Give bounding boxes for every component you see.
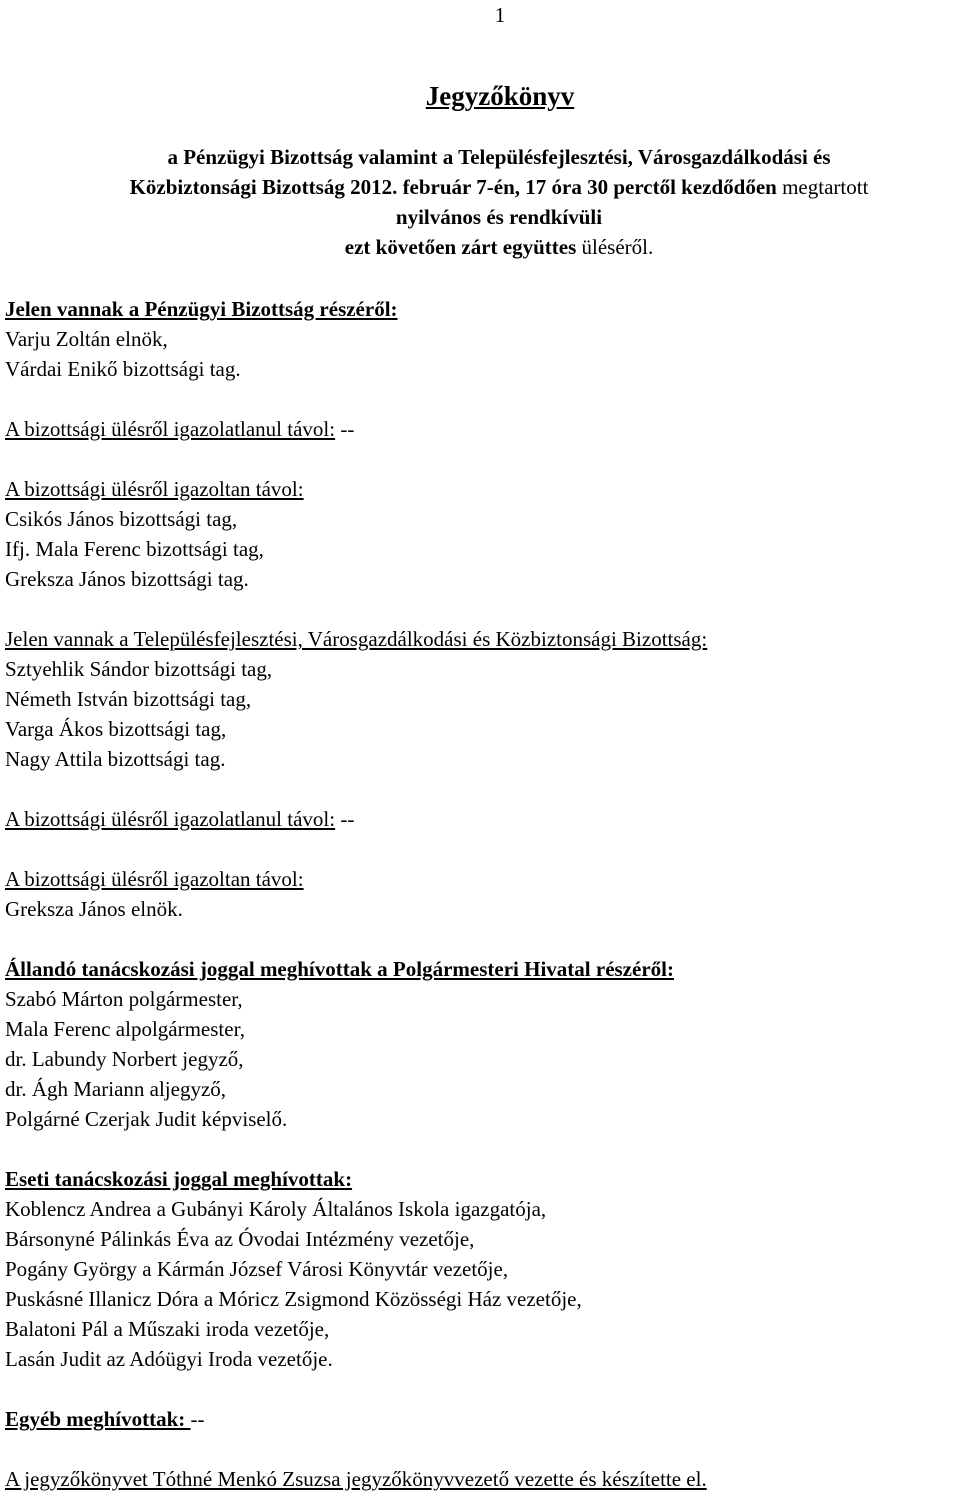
section-value: -- xyxy=(335,807,355,831)
section-heading: Jelen vannak a Településfejlesztési, Városgazdálkodási és Közbiztonsági Bizottság: xyxy=(5,627,708,651)
section-permanent-invited xyxy=(5,954,955,1134)
section-telepules-unexcused xyxy=(5,804,955,834)
page-number: 1 xyxy=(494,3,506,27)
document-subtitle xyxy=(30,142,960,262)
section-occasional-invited xyxy=(5,1164,955,1374)
list-item: Sztyehlik Sándor bizottsági tag, xyxy=(5,657,273,681)
section-telepules-excused xyxy=(5,864,955,924)
document-title: Jegyzőkönyv xyxy=(425,81,575,111)
section-other-invited xyxy=(5,1404,955,1434)
section-telepules-present xyxy=(5,624,955,774)
section-heading: A bizottsági ülésről igazoltan távol: xyxy=(5,867,304,891)
list-item: Varju Zoltán elnök, xyxy=(5,327,168,351)
section-penzugyi-present xyxy=(5,294,955,384)
section-value: -- xyxy=(190,1407,205,1431)
section-value: -- xyxy=(335,417,355,441)
section-heading: Egyéb meghívottak: xyxy=(5,1407,191,1431)
list-item: Nagy Attila bizottsági tag. xyxy=(5,747,226,771)
subtitle-line-4: ezt követően zárt együttes üléséről. xyxy=(344,235,654,259)
list-item: Lasán Judit az Adóügyi Iroda vezetője. xyxy=(5,1347,333,1371)
section-heading: A bizottsági ülésről igazolatlanul távol: xyxy=(5,417,336,441)
list-item: dr. Ágh Mariann aljegyző, xyxy=(5,1077,227,1101)
section-heading: A bizottsági ülésről igazolatlanul távol: xyxy=(5,807,336,831)
section-penzugyi-unexcused xyxy=(5,414,955,444)
list-item: Koblencz Andrea a Gubányi Károly Általános Iskola igazgatója, xyxy=(5,1197,547,1221)
subtitle-line-2: Közbiztonsági Bizottság 2012. február 7-én, 17 óra 30 perctől kezdődően megtartott xyxy=(129,175,869,199)
list-item: Szabó Márton polgármester, xyxy=(5,987,243,1011)
subtitle-line-3: nyilvános és rendkívüli xyxy=(395,205,603,229)
list-item: Pogány György a Kármán József Városi Könyvtár vezetője, xyxy=(5,1257,509,1281)
list-item: Balatoni Pál a Műszaki iroda vezetője, xyxy=(5,1317,330,1341)
list-item: Mala Ferenc alpolgármester, xyxy=(5,1017,245,1041)
section-recorder xyxy=(5,1464,955,1494)
list-item: Polgárné Czerjak Judit képviselő. xyxy=(5,1107,288,1131)
document-body xyxy=(5,294,955,1494)
section-heading: A bizottsági ülésről igazoltan távol: xyxy=(5,477,304,501)
list-item: Ifj. Mala Ferenc bizottsági tag, xyxy=(5,537,264,561)
list-item: Varga Ákos bizottsági tag, xyxy=(5,717,227,741)
list-item: Németh István bizottsági tag, xyxy=(5,687,252,711)
list-item: Puskásné Illanicz Dóra a Móricz Zsigmond Közösségi Ház vezetője, xyxy=(5,1287,582,1311)
section-penzugyi-excused xyxy=(5,474,955,594)
list-item: Várdai Enikő bizottsági tag. xyxy=(5,357,241,381)
section-heading: Állandó tanácskozási joggal meghívottak a Polgármesteri Hivatal részéről: xyxy=(5,957,674,981)
section-heading: Jelen vannak a Pénzügyi Bizottság részéről: xyxy=(5,297,398,321)
subtitle-line-1: a Pénzügyi Bizottság valamint a Településfejlesztési, Városgazdálkodási és xyxy=(167,145,831,169)
list-item: Csikós János bizottsági tag, xyxy=(5,507,238,531)
list-item: Bársonyné Pálinkás Éva az Óvodai Intézmény vezetője, xyxy=(5,1227,475,1251)
recorder-statement: A jegyzőkönyvet Tóthné Menkó Zsuzsa jegyzőkönyvvezető vezette és készítette el. xyxy=(5,1467,707,1491)
section-heading: Eseti tanácskozási joggal meghívottak: xyxy=(5,1167,353,1191)
list-item: Greksza János elnök. xyxy=(5,897,183,921)
list-item: Greksza János bizottsági tag. xyxy=(5,567,249,591)
list-item: dr. Labundy Norbert jegyző, xyxy=(5,1047,244,1071)
